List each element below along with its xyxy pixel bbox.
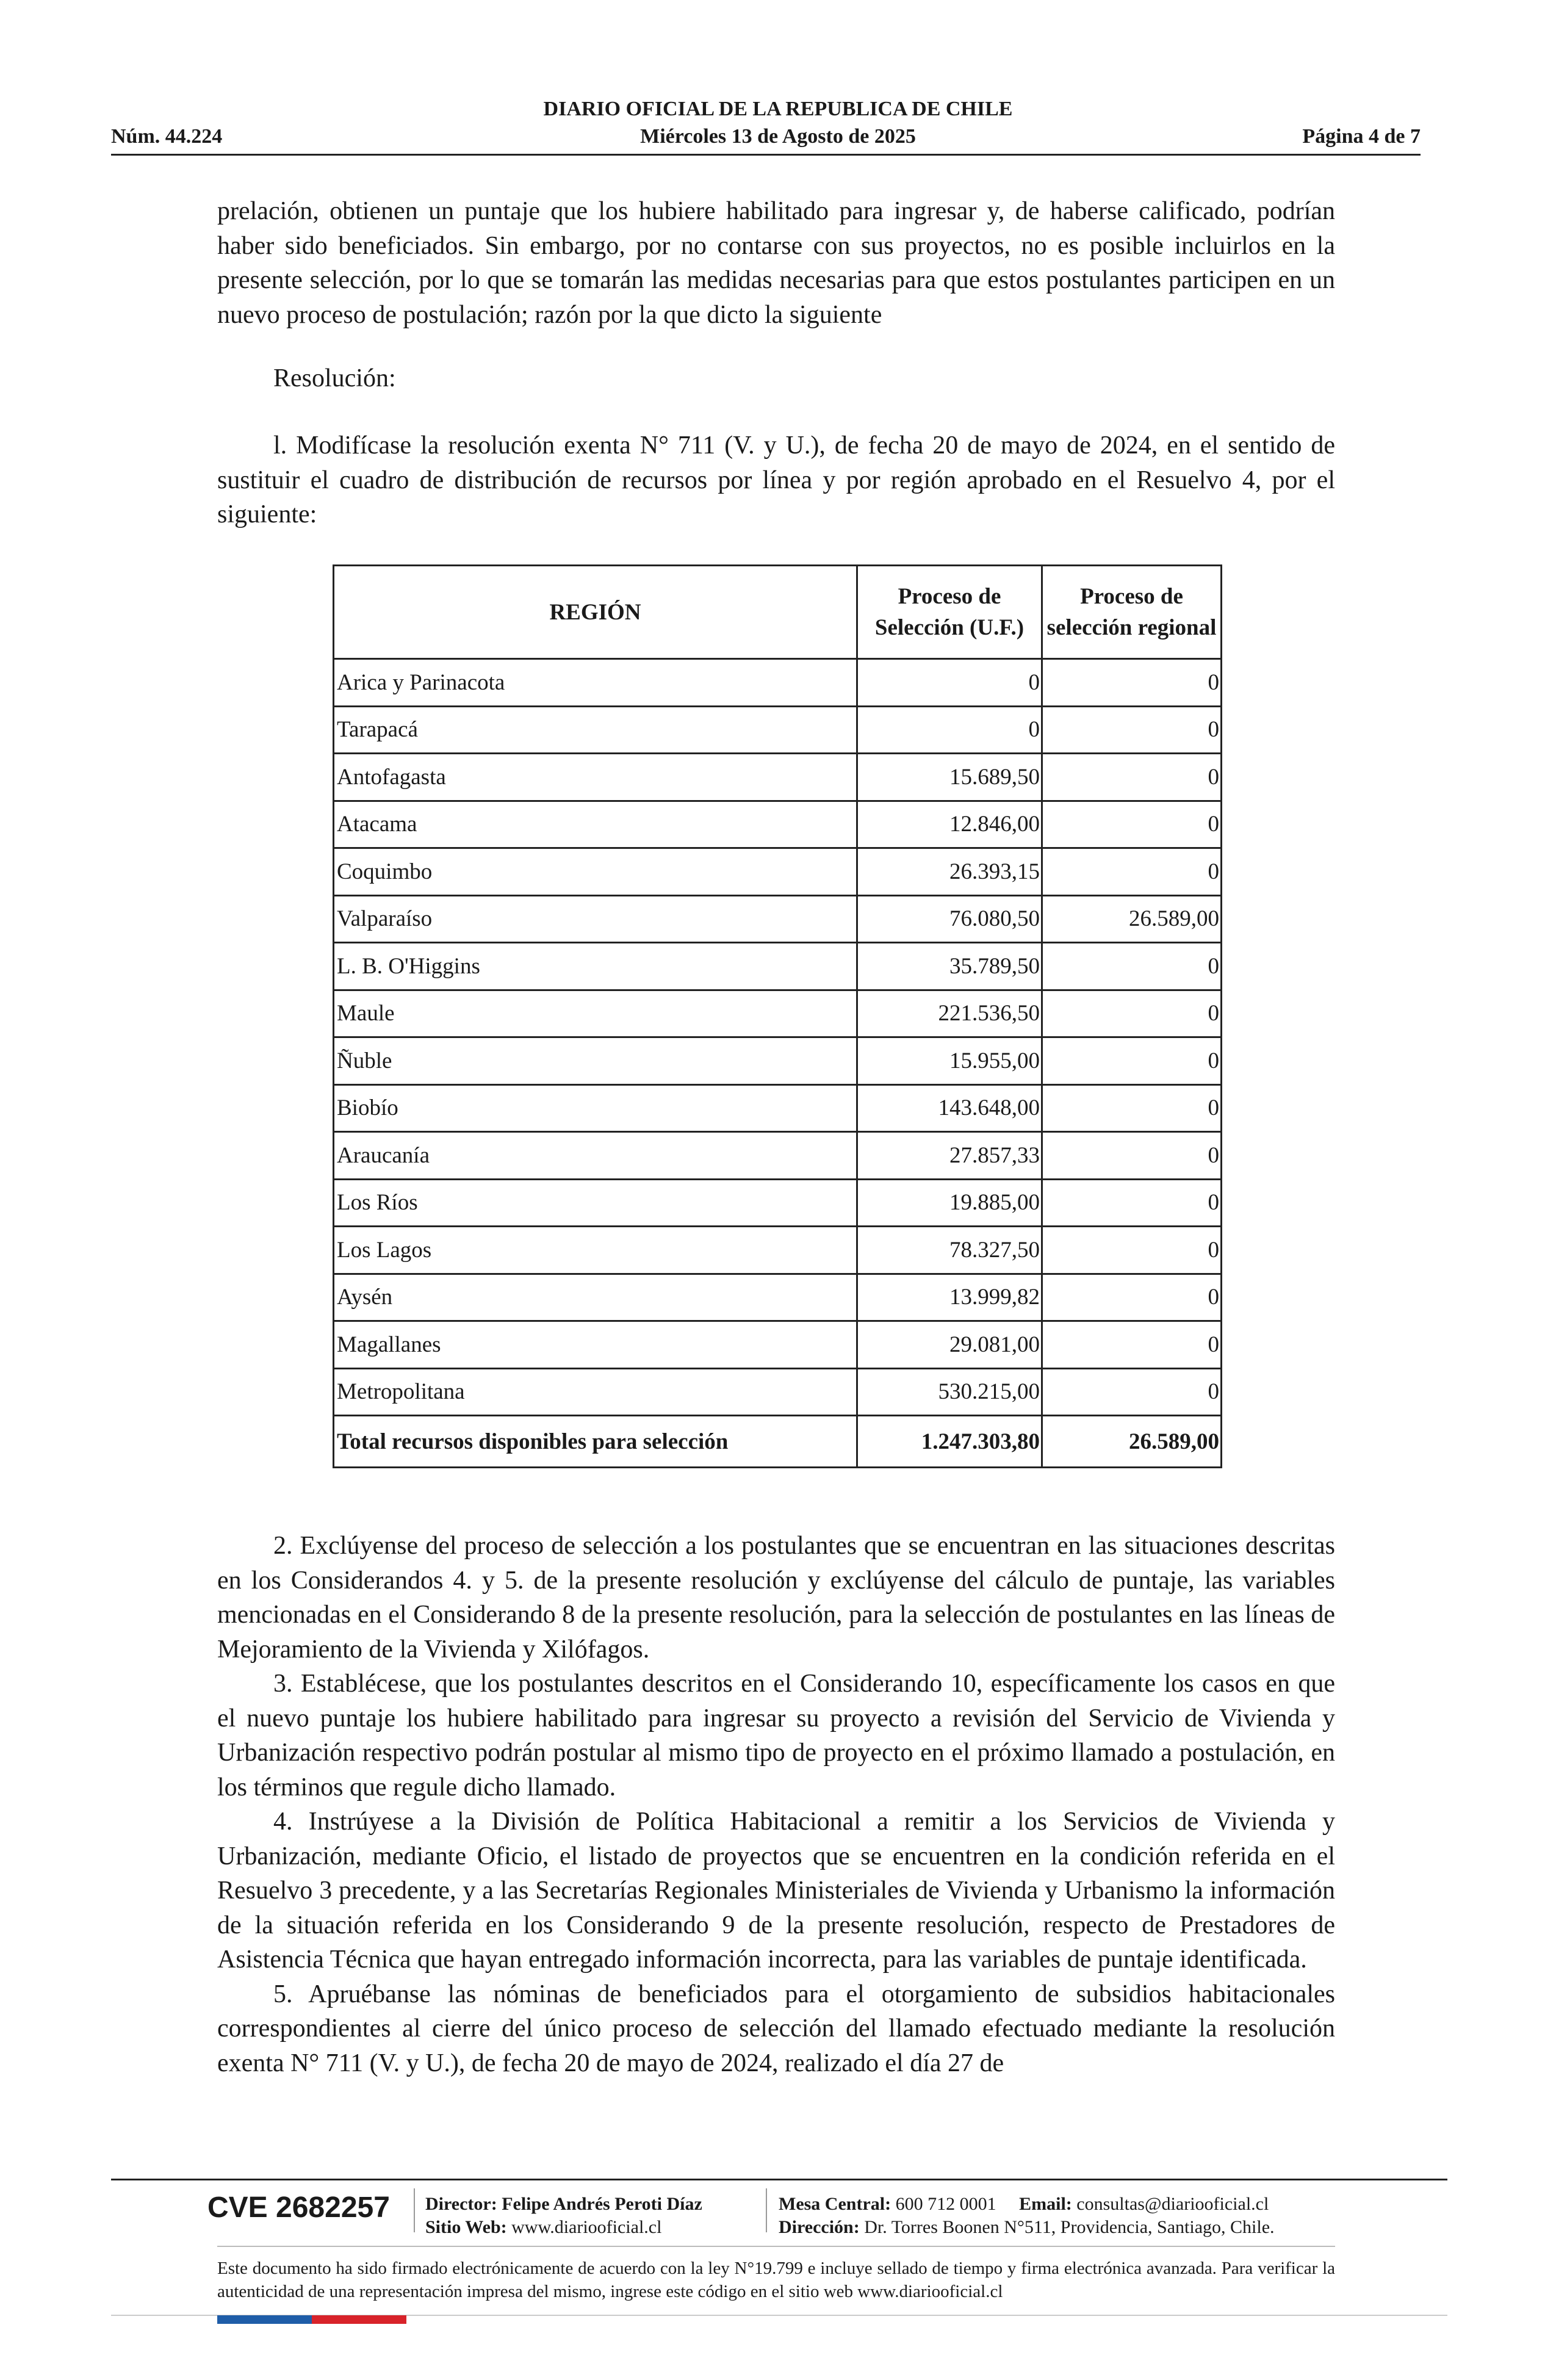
selection-uf-cell: 221.536,50 <box>857 990 1042 1037</box>
director-name: Felipe Andrés Peroti Díaz <box>502 2194 702 2214</box>
regional-selection-cell: 0 <box>1042 1132 1222 1180</box>
total-regional-selection-cell: 26.589,00 <box>1042 1416 1222 1468</box>
region-cell: Metropolitana <box>334 1368 857 1416</box>
email-link[interactable]: consultas@diariooficial.cl <box>1076 2194 1269 2214</box>
regional-selection-cell: 0 <box>1042 1227 1222 1274</box>
region-cell: Magallanes <box>334 1321 857 1369</box>
column-header-region: REGIÓN <box>334 566 857 659</box>
selection-uf-cell: 78.327,50 <box>857 1227 1042 1274</box>
table-row <box>334 1227 1222 1274</box>
region-cell: Tarapacá <box>334 706 857 754</box>
regional-selection-cell: 0 <box>1042 754 1222 801</box>
resolution-items-continued <box>217 1529 1335 2080</box>
table-total-row <box>334 1416 1222 1468</box>
issue-date: Miércoles 13 de Agosto de 2025 <box>640 125 916 148</box>
address-text: Dr. Torres Boonen N°511, Providencia, Santiago, Chile. <box>864 2217 1275 2237</box>
region-cell: Coquimbo <box>334 848 857 896</box>
cve-code: CVE 2682257 <box>207 2191 390 2224</box>
resolution-item-1: l. Modifícase la resolución exenta N° 711 (V. y U.), de fecha 20 de mayo de 2024, en el sentido de sustituir el cuadro de distribución de recursos por línea y por región aprobado en el Resuelvo 4, por el siguiente: <box>217 431 1335 528</box>
selection-uf-cell: 13.999,82 <box>857 1274 1042 1321</box>
website-label: Sitio Web: <box>425 2217 507 2237</box>
table-row <box>334 1274 1222 1321</box>
regional-selection-cell: 0 <box>1042 801 1222 848</box>
regional-selection-cell: 0 <box>1042 943 1222 990</box>
website-link[interactable]: www.diariooficial.cl <box>511 2217 662 2237</box>
total-label-cell: Total recursos disponibles para selección <box>334 1416 857 1468</box>
resource-distribution-table <box>333 564 1222 1468</box>
intro-paragraph: prelación, obtienen un puntaje que los hubiere habilitado para ingresar y, de haberse calificado, podrían haber sido beneficiados. Sin embargo, por no contarse con sus proyectos, no es posible incluirlos en la presente selección, por lo que se tomarán las medidas necesarias para que estos postulantes participen en un nuevo proceso de postulación; razón por la que dicto la siguiente <box>217 197 1335 329</box>
table-row <box>334 1179 1222 1227</box>
resolution-item-2: 2. Exclúyense del proceso de selección a los postulantes que se encuentran en las situaciones descritas en los Considerandos 4. y 5. de la presente resolución y exclúyense del cálculo de puntaje, las variables mencionadas en el Considerando 8 de la presente resolución, para la selección de postulantes en las líneas de Mejoramiento de la Vivienda y Xilófagos. <box>217 1532 1335 1664</box>
regional-selection-cell: 0 <box>1042 706 1222 754</box>
regional-selection-cell: 0 <box>1042 1037 1222 1085</box>
footer-separator <box>414 2188 415 2232</box>
selection-uf-cell: 76.080,50 <box>857 895 1042 943</box>
region-cell: Araucanía <box>334 1132 857 1180</box>
selection-uf-cell: 143.648,00 <box>857 1084 1042 1132</box>
table-row <box>334 990 1222 1037</box>
issue-number: Núm. 44.224 <box>111 125 223 148</box>
selection-uf-cell: 35.789,50 <box>857 943 1042 990</box>
region-cell: Los Lagos <box>334 1227 857 1274</box>
selection-uf-cell: 0 <box>857 659 1042 707</box>
region-cell: Antofagasta <box>334 754 857 801</box>
region-cell: Los Ríos <box>334 1179 857 1227</box>
regional-selection-cell: 0 <box>1042 1274 1222 1321</box>
resolution-item-4: 4. Instrúyese a la División de Política Habitacional a remitir a los Servicios de Vivienda y Urbanización, mediante Oficio, el listado de proyectos que se encuentren en la condición referida en el Resuelvo 3 precedente, y a las Secretarías Regionales Ministeriales de Vivienda y Urbanismo la información de la situación referida en los Considerando 9 de la presente resolución, respecto de Prestadores de Asistencia Técnica que hayan entregado información incorrecta, para las variables de puntaje identificada. <box>217 1808 1335 1974</box>
table-row <box>334 1084 1222 1132</box>
region-cell: Arica y Parinacota <box>334 659 857 707</box>
region-cell: Aysén <box>334 1274 857 1321</box>
regional-selection-cell: 0 <box>1042 990 1222 1037</box>
flag-stripe-blue <box>217 2315 312 2324</box>
region-cell: L. B. O'Higgins <box>334 943 857 990</box>
legal-notice: Este documento ha sido firmado electrónicamente de acuerdo con la ley N°19.799 e incluye sellado de tiempo y firma electrónica avanzada. Para verificar la autenticidad de una representación impresa del mismo, ingrese este código en el sitio web www.diariooficial.cl <box>217 2259 1335 2301</box>
header-divider <box>111 154 1421 156</box>
table-row <box>334 801 1222 848</box>
phone-number: 600 712 0001 <box>895 2194 996 2214</box>
regional-selection-cell: 26.589,00 <box>1042 895 1222 943</box>
newspaper-title: DIARIO OFICIAL DE LA REPUBLICA DE CHILE <box>543 98 1013 120</box>
table-row <box>334 895 1222 943</box>
table-row <box>334 754 1222 801</box>
selection-uf-cell: 19.885,00 <box>857 1179 1042 1227</box>
director-label: Director: <box>425 2194 497 2214</box>
flag-stripe-red <box>312 2315 406 2324</box>
selection-uf-cell: 26.393,15 <box>857 848 1042 896</box>
column-header-regional-selection: Proceso de selección regional <box>1042 566 1222 659</box>
footer-director <box>425 2193 702 2216</box>
phone-label: Mesa Central: <box>779 2194 891 2214</box>
table-row <box>334 706 1222 754</box>
total-selection-uf-cell: 1.247.303,80 <box>857 1416 1042 1468</box>
regional-selection-cell: 0 <box>1042 1321 1222 1369</box>
footer-contact <box>779 2193 1269 2216</box>
footer-separator <box>766 2188 767 2232</box>
selection-uf-cell: 15.955,00 <box>857 1037 1042 1085</box>
regional-selection-cell: 0 <box>1042 1084 1222 1132</box>
address-label: Dirección: <box>779 2217 860 2237</box>
regional-selection-cell: 0 <box>1042 659 1222 707</box>
table-row <box>334 848 1222 896</box>
region-cell: Atacama <box>334 801 857 848</box>
region-cell: Biobío <box>334 1084 857 1132</box>
selection-uf-cell: 27.857,33 <box>857 1132 1042 1180</box>
footer-inner-divider <box>217 2246 1335 2247</box>
region-cell: Valparaíso <box>334 895 857 943</box>
regional-selection-cell: 0 <box>1042 1368 1222 1416</box>
regional-selection-cell: 0 <box>1042 1179 1222 1227</box>
region-cell: Ñuble <box>334 1037 857 1085</box>
region-cell: Maule <box>334 990 857 1037</box>
selection-uf-cell: 15.689,50 <box>857 754 1042 801</box>
table-row <box>334 943 1222 990</box>
regional-selection-cell: 0 <box>1042 848 1222 896</box>
selection-uf-cell: 0 <box>857 706 1042 754</box>
table-row <box>334 1321 1222 1369</box>
resolution-item-3: 3. Establécese, que los postulantes descritos en el Considerando 10, específicamente los casos en que el nuevo puntaje los hubiere habilitado para ingresar su proyecto a revisión del Servicio de Vivienda y Urbanización respectivo podrán postular al mismo tipo de proyecto en el próximo llamado a postulación, en los términos que regule dicho llamado. <box>217 1670 1335 1801</box>
email-label: Email: <box>1019 2194 1072 2214</box>
selection-uf-cell: 530.215,00 <box>857 1368 1042 1416</box>
table-header-row <box>334 566 1222 659</box>
resolution-label: Resolución: <box>273 364 396 392</box>
footer-address <box>779 2216 1275 2239</box>
footer-divider <box>111 2179 1447 2180</box>
table-row <box>334 1037 1222 1085</box>
column-header-selection-uf: Proceso de Selección (U.F.) <box>857 566 1042 659</box>
page-indicator: Página 4 de 7 <box>1302 125 1421 148</box>
table-row <box>334 659 1222 707</box>
selection-uf-cell: 29.081,00 <box>857 1321 1042 1369</box>
footer-website <box>425 2216 661 2239</box>
resolution-item-5: 5. Apruébanse las nóminas de beneficiados para el otorgamiento de subsidios habitacionales correspondientes al cierre del único proceso de selección del llamado efectuado mediante la resolución exenta N° 711 (V. y U.), de fecha 20 de mayo de 2024, realizado el día 27 de <box>217 1980 1335 2077</box>
table-row <box>334 1368 1222 1416</box>
table-row <box>334 1132 1222 1180</box>
selection-uf-cell: 12.846,00 <box>857 801 1042 848</box>
